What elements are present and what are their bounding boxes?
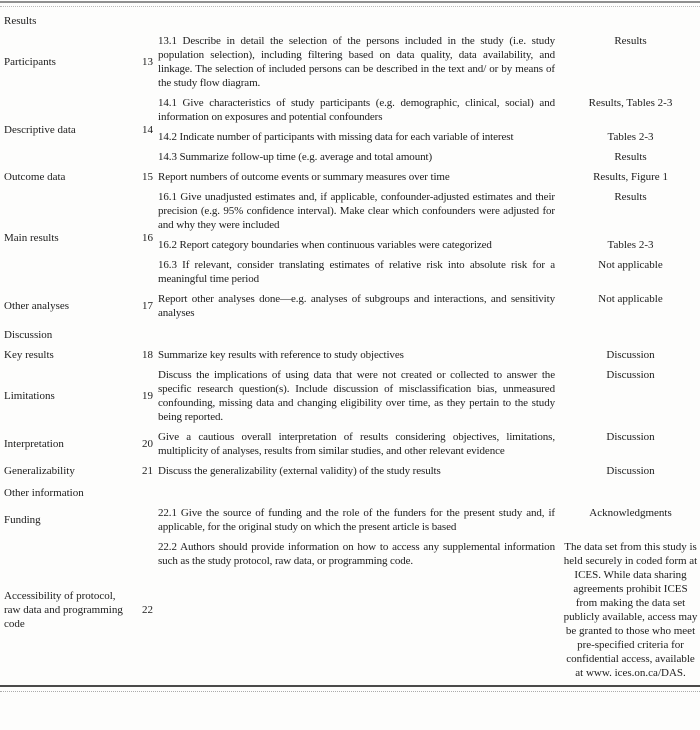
item-number-13: 13 [142, 56, 153, 68]
section-cell-outcome-data: Outcome data [4, 171, 66, 183]
location-cell-14-3: Results [614, 151, 647, 163]
item-row [0, 503, 700, 537]
section-cell-participants: Participants [4, 56, 56, 68]
location-cell-18: Discussion [606, 349, 655, 361]
section-cell-generalizability: Generalizability [4, 465, 75, 477]
table-top-rule [0, 1, 700, 3]
item-description-20: Give a cautious overall interpretation of results considering objectives, limitations, multiplicity of analyses, results from similar studies, and other relevant evidence [158, 431, 555, 457]
section-header-row [0, 323, 700, 345]
section-header-row [0, 481, 700, 503]
item-number-19: 19 [142, 390, 153, 402]
location-cell-15: Results, Figure 1 [593, 171, 668, 183]
item-row [0, 93, 700, 127]
item-description-16-2: 16.2 Report category boundaries when continuous variables were categorized [158, 239, 492, 251]
item-row [0, 167, 700, 187]
location-cell-14-1: Results, Tables 2-3 [588, 97, 673, 109]
location-cell-21: Discussion [606, 465, 655, 477]
section-cell-limitations: Limitations [4, 390, 55, 402]
item-number-15: 15 [142, 171, 153, 183]
item-number-21: 21 [142, 465, 153, 477]
checklist-table [0, 9, 700, 683]
location-cell-13-1: Results [614, 35, 647, 47]
item-row [0, 461, 700, 481]
item-description-21: Discuss the generalizability (external validity) of the study results [158, 465, 441, 477]
section-header-discussion: Discussion [4, 329, 53, 341]
item-description-14-3: 14.3 Summarize follow-up time (e.g. average and total amount) [158, 151, 433, 163]
item-row [0, 365, 700, 427]
item-row [0, 31, 700, 93]
item-description-18: Summarize key results with reference to study objectives [158, 349, 404, 361]
item-description-17: Report other analyses done—e.g. analyses of subgroups and interactions, and sensitivity analyses [158, 293, 555, 319]
item-description-14-1: 14.1 Give characteristics of study participants (e.g. demographic, clinical, social) and information on exposures and potential confounders [158, 97, 555, 123]
location-cell-19: Discussion [606, 369, 655, 381]
item-number-20: 20 [142, 438, 153, 450]
item-number-funding [140, 503, 158, 537]
item-description-22-2: 22.2 Authors should provide information on how to access any supplemental information such as the study protocol, raw data, or programming code. [158, 541, 555, 567]
section-header-other-information: Other information [4, 487, 84, 499]
checklist-page [0, 1, 700, 692]
location-cell-20: Discussion [606, 431, 655, 443]
section-cell-main-results: Main results [4, 232, 59, 244]
item-description-16-3: 16.3 If relevant, consider translating estimates of relative risk into absolute risk for a meaningful time period [158, 259, 555, 285]
section-cell-descriptive-data: Descriptive data [4, 124, 76, 136]
item-number-16: 16 [142, 232, 153, 244]
item-description-14-2: 14.2 Indicate number of participants with missing data for each variable of interest [158, 131, 514, 143]
item-description-16-1: 16.1 Give unadjusted estimates and, if applicable, confounder-adjusted estimates and their precision (e.g. 95% confidence interval). Make clear which confounders were adjusted for and why they were included [158, 191, 555, 231]
table-bottom-rule-dotted [0, 691, 700, 692]
item-row [0, 427, 700, 461]
location-cell-22-1: Acknowledgments [589, 507, 672, 519]
item-description-15: Report numbers of outcome events or summary measures over time [158, 171, 450, 183]
location-cell-16-1: Results [614, 191, 647, 203]
item-description-13-1: 13.1 Describe in detail the selection of the persons included in the study (i.e. study population selection), including filtering based on data quality, data availability, and linkage. The selection of included persons can be described in the text and/ or by means of the study flow diagram. [158, 35, 555, 89]
location-cell-16-3: Not applicable [598, 259, 663, 271]
location-cell-17: Not applicable [598, 293, 663, 305]
item-number-22: 22 [142, 604, 153, 616]
table-top-rule-dotted [0, 6, 700, 7]
item-number-17: 17 [142, 300, 153, 312]
item-row [0, 187, 700, 235]
item-number-18: 18 [142, 349, 153, 361]
item-description-19: Discuss the implications of using data that were not created or collected to answer the specific research question(s). Include discussion of misclassification bias, unmeasured confounding, missing data and changing eligibility over time, as they pertain to the study being reported. [158, 369, 555, 423]
section-header-results: Results [4, 15, 37, 27]
item-number-14: 14 [142, 124, 153, 136]
location-cell-16-2: Tables 2-3 [607, 239, 654, 251]
item-row [0, 537, 700, 683]
item-row [0, 345, 700, 365]
section-cell-funding: Funding [4, 514, 41, 526]
table-bottom-rule [0, 685, 700, 687]
section-cell-accessibility: Accessibility of protocol, raw data and programming code [4, 590, 123, 630]
location-cell-14-2: Tables 2-3 [607, 131, 654, 143]
section-cell-key-results: Key results [4, 349, 54, 361]
section-header-row [0, 9, 700, 31]
item-row [0, 289, 700, 323]
section-cell-interpretation: Interpretation [4, 438, 64, 450]
item-description-22-1: 22.1 Give the source of funding and the role of the funders for the present study and, if applicable, for the original study on which the present article is based [158, 507, 555, 533]
section-cell-other-analyses: Other analyses [4, 300, 70, 312]
location-cell-22-2: The data set from this study is held securely in coded form at ICES. While data sharing agreements prohibit ICES from making the data set publicly available, access may be granted to those who meet pre-specified criteria for confidential access, available at www. ices.on.ca/DAS. [563, 541, 698, 679]
